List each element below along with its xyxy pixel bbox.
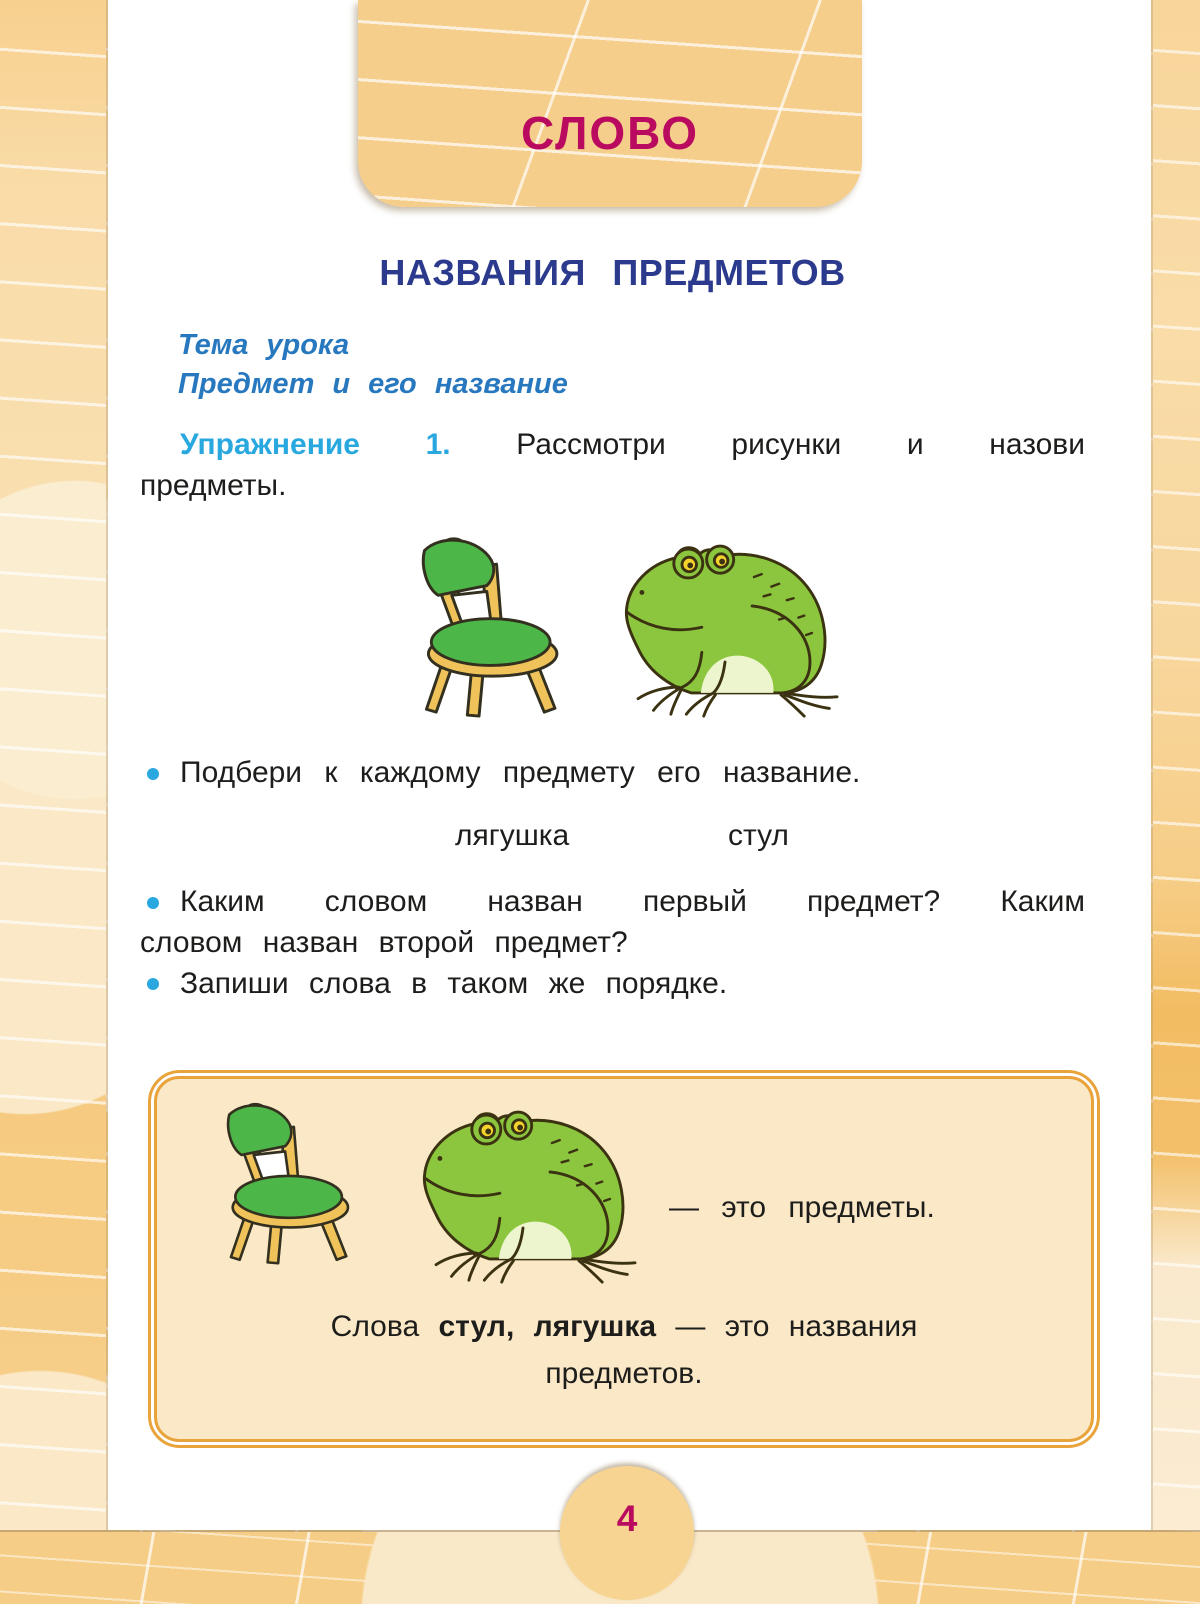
exercise-intro-line2: предметы. — [140, 469, 287, 502]
rule-statement-post: — это названия — [656, 1310, 918, 1343]
word-frog: лягушка — [455, 819, 570, 852]
section-title: СЛОВО — [521, 107, 699, 159]
bullet3-text: Запиши слова в таком же порядке. — [180, 967, 728, 1000]
rule-statement-line2: предметов. — [545, 1357, 703, 1390]
exercise-intro-line1 — [180, 424, 1085, 465]
bullet2-line1: Каким словом назван первый предмет? Каким — [180, 885, 1085, 918]
rule-box-inner — [154, 1076, 1094, 1442]
bullet1-text: Подбери к каждому предмету его название. — [180, 756, 861, 789]
rule-statement-bold: стул, лягушка — [438, 1310, 657, 1343]
frog-illustration-small — [405, 1087, 641, 1285]
section-tab — [358, 0, 862, 207]
lesson-theme-line1: Тема урока — [178, 329, 350, 361]
bullet-dot — [147, 768, 159, 780]
lesson-theme-line2: Предмет и его название — [178, 368, 568, 400]
exercise-label: Упражнение 1. — [180, 428, 451, 461]
rule-statement — [157, 1303, 1091, 1397]
rule-predicate: — это предметы. — [669, 1191, 935, 1224]
right-decor-strip — [1151, 0, 1200, 1604]
bullet-dot — [147, 897, 159, 909]
exercise-intro-text: Рассмотри рисунки и назови — [516, 428, 1086, 461]
page-number-bump — [560, 1466, 694, 1600]
lesson-title: НАЗВАНИЯ ПРЕДМЕТОВ — [379, 252, 846, 293]
chair-illustration-small — [203, 1099, 355, 1265]
left-decor-strip — [0, 0, 108, 1604]
chair-illustration — [395, 533, 565, 718]
lesson-theme — [178, 326, 568, 404]
rule-box — [148, 1070, 1100, 1448]
bullet2-line2: словом назван второй предмет? — [140, 926, 628, 959]
frog-illustration — [606, 521, 844, 719]
word-chair: стул — [728, 819, 789, 852]
page-number: 4 — [616, 1498, 638, 1539]
rule-statement-pre: Слова — [330, 1310, 439, 1343]
bullet-dot — [147, 978, 159, 990]
